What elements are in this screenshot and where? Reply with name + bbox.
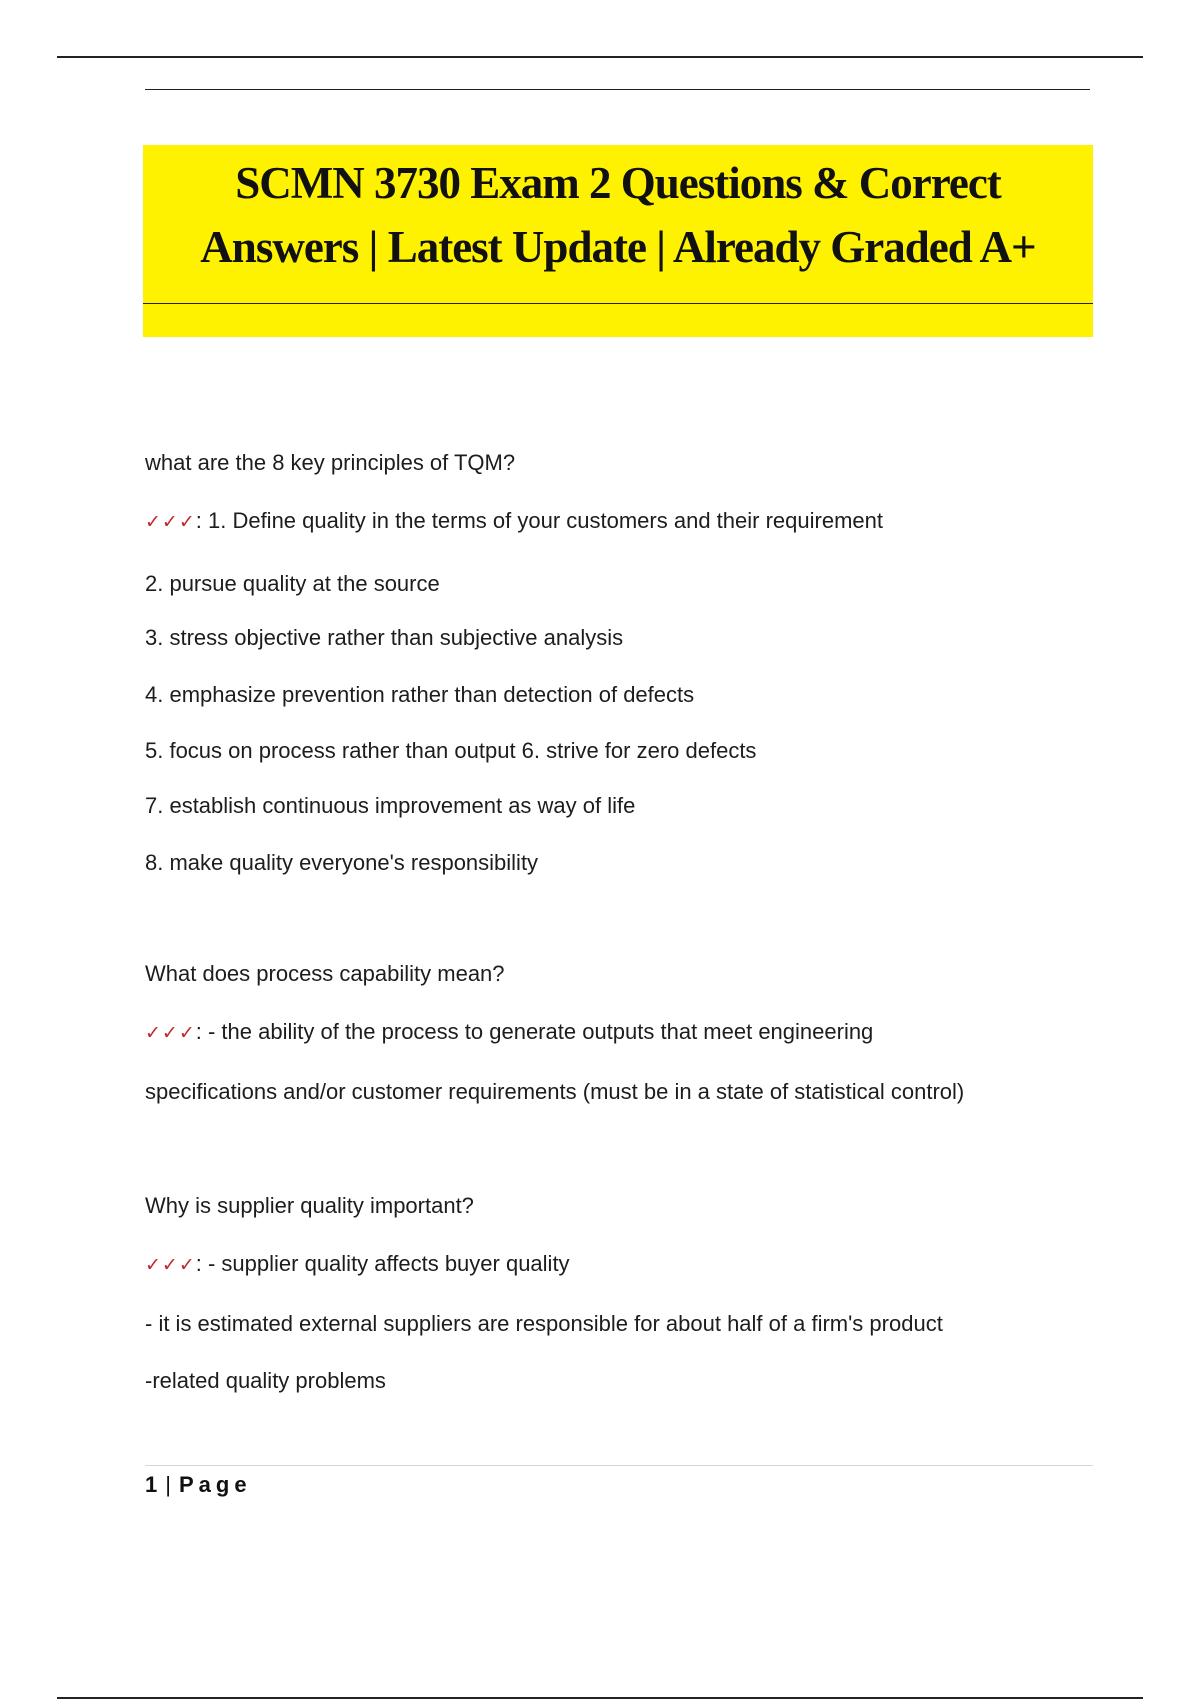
- answer-1-line-3: 3. stress objective rather than subjective analysis: [145, 625, 624, 650]
- checkmark-icon: ✓✓✓: [145, 1022, 196, 1044]
- answer-3-line-2: - it is estimated external suppliers are responsible for about half of a firm's product: [145, 1311, 943, 1336]
- answer-1-line-4: 4. emphasize prevention rather than detection of defects: [145, 682, 695, 707]
- title-line-1: SCMN 3730 Exam 2 Questions & Correct: [235, 158, 1001, 208]
- title-banner: [143, 145, 1093, 337]
- answer-1-line-6: 7. establish continuous improvement as way of life: [145, 793, 636, 818]
- checkmark-icon: ✓✓✓: [145, 511, 196, 533]
- top-rule-outer: [57, 56, 1143, 58]
- answer-3-line-3: -related quality problems: [145, 1368, 386, 1393]
- document-title: [143, 151, 1093, 279]
- answer-text: : - supplier quality affects buyer quality: [195, 1251, 570, 1276]
- footer-rule: [145, 1465, 1093, 1466]
- title-line-2: Answers | Latest Update | Already Graded A+: [200, 222, 1036, 272]
- page-separator: |: [165, 1472, 171, 1497]
- answer-3-line-1: [145, 1250, 570, 1279]
- answer-1-line-1: [145, 507, 883, 536]
- answer-1-line-7: 8. make quality everyone's responsibility: [145, 850, 539, 875]
- answer-text: : 1. Define quality in the terms of your customers and their requirement: [195, 508, 883, 533]
- question-1: what are the 8 key principles of TQM?: [145, 450, 516, 475]
- title-underline: [143, 303, 1093, 304]
- checkmark-icon: ✓✓✓: [145, 1254, 196, 1276]
- page-number-footer: [145, 1471, 252, 1499]
- answer-1-line-2: 2. pursue quality at the source: [145, 571, 440, 596]
- answer-1-line-5: 5. focus on process rather than output 6. strive for zero defects: [145, 738, 757, 763]
- answer-text: : - the ability of the process to generate outputs that meet engineering: [195, 1019, 874, 1044]
- question-2: What does process capability mean?: [145, 961, 505, 986]
- answer-2-line-1: [145, 1018, 873, 1047]
- page-number: 1: [145, 1472, 158, 1497]
- page-label: Page: [178, 1472, 252, 1497]
- answer-2-line-2: specifications and/or customer requirements (must be in a state of statistical control): [145, 1079, 965, 1104]
- question-3: Why is supplier quality important?: [145, 1193, 474, 1218]
- top-rule-inner: [145, 89, 1090, 90]
- bottom-rule-outer: [57, 1697, 1143, 1699]
